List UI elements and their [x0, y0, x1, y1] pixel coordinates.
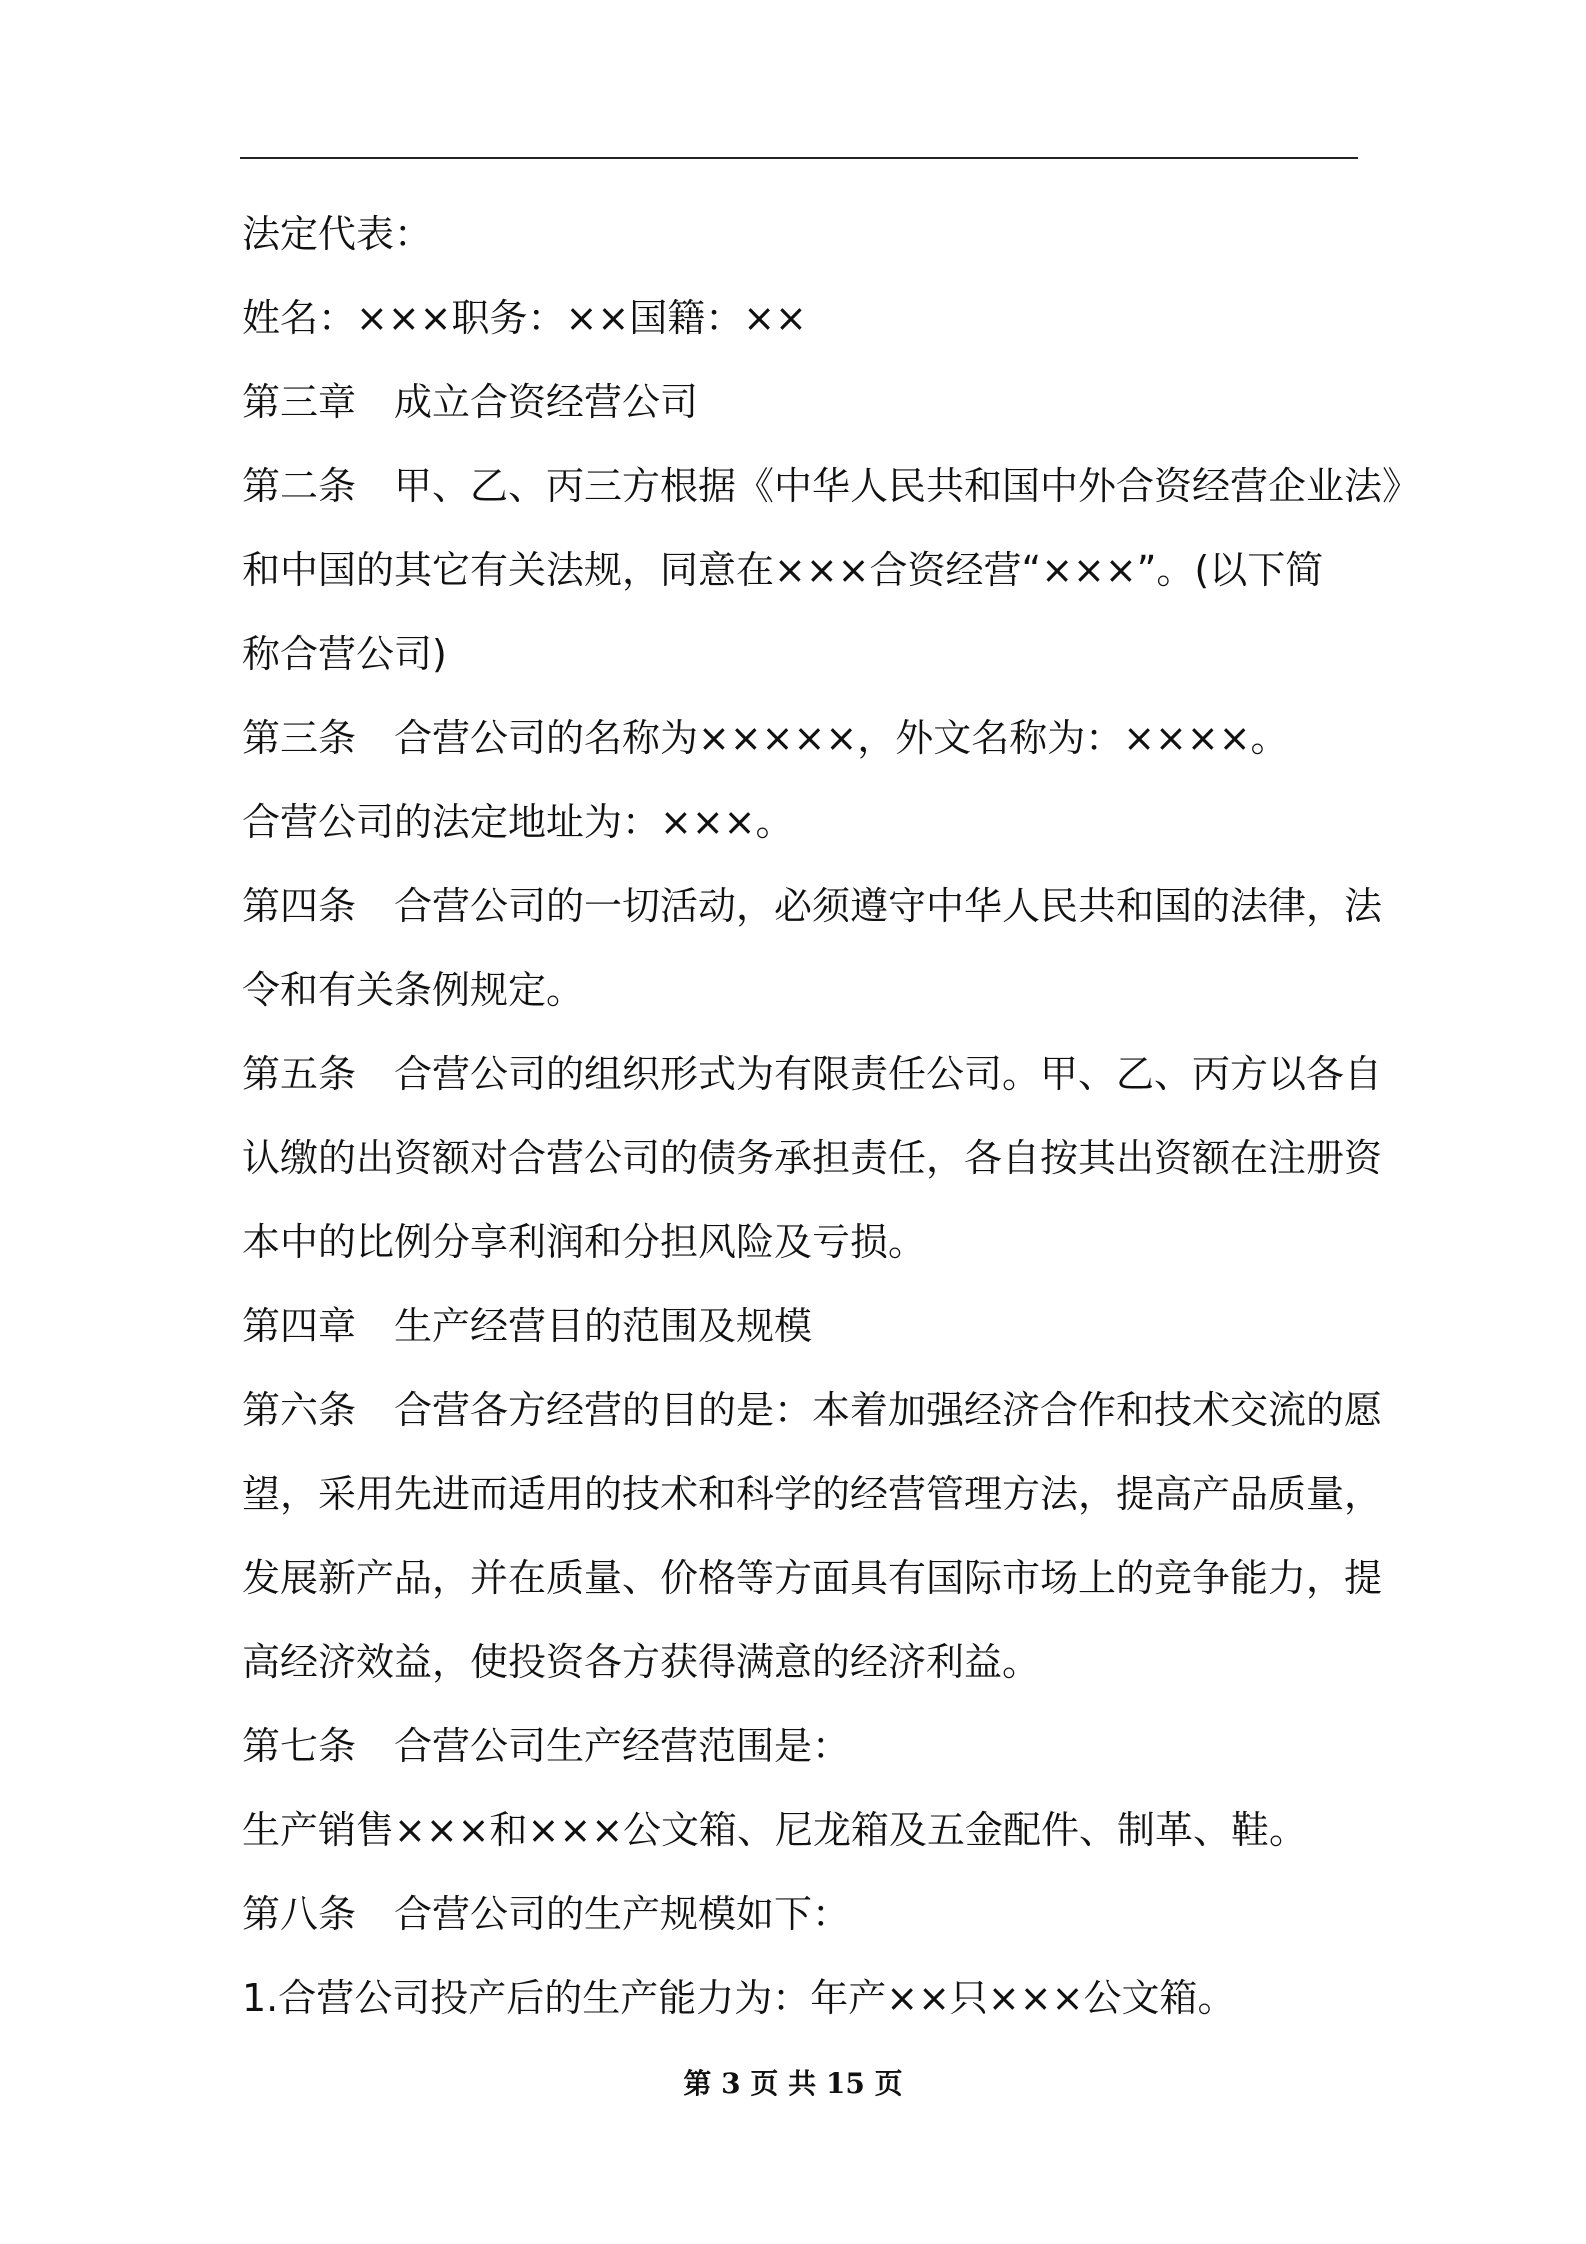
- text-line: 第七条 合营公司生产经营范围是：: [242, 1724, 851, 1768]
- header-rule: [240, 157, 1358, 159]
- chapter-heading: 第四章 生产经营目的范围及规模: [242, 1304, 813, 1348]
- text-line: 本中的比例分享利润和分担风险及亏损。: [242, 1220, 927, 1264]
- text-line: 第八条 合营公司的生产规模如下：: [242, 1892, 851, 1936]
- document-body: [242, 192, 1421, 2040]
- text-line: 第五条 合营公司的组织形式为有限责任公司。甲、乙、丙方以各自: [242, 1052, 1383, 1096]
- text-line: 称合营公司): [242, 632, 447, 676]
- text-line: 第二条 甲、乙、丙三方根据《中华人民共和国中外合资经营企业法》: [242, 464, 1421, 508]
- text-line: 高经济效益，使投资各方获得满意的经济利益。: [242, 1640, 1041, 1684]
- text-line: 第三条 合营公司的名称为×××××，外文名称为：××××。: [242, 716, 1289, 760]
- text-line: 1.合营公司投产后的生产能力为：年产××只×××公文箱。: [242, 1976, 1236, 2020]
- text-line: 姓名：×××职务：××国籍：××: [242, 296, 807, 340]
- text-line: 认缴的出资额对合营公司的债务承担责任，各自按其出资额在注册资: [242, 1136, 1383, 1180]
- text-line: 第四条 合营公司的一切活动，必须遵守中华人民共和国的法律，法: [242, 884, 1383, 928]
- text-line: 望，采用先进而适用的技术和科学的经营管理方法，提高产品质量，: [242, 1472, 1383, 1516]
- text-line: 生产销售×××和×××公文箱、尼龙箱及五金配件、制革、鞋。: [242, 1808, 1308, 1852]
- text-line: 合营公司的法定地址为：×××。: [242, 800, 794, 844]
- text-line: 发展新产品，并在质量、价格等方面具有国际市场上的竞争能力，提: [242, 1556, 1383, 1600]
- text-line: 和中国的其它有关法规，同意在×××合资经营“×××”。(以下简: [242, 548, 1324, 592]
- text-line: 第六条 合营各方经营的目的是：本着加强经济合作和技术交流的愿: [242, 1388, 1383, 1432]
- page-number-footer: 第 3 页 共 15 页: [683, 2067, 903, 2100]
- chapter-heading: 第三章 成立合资经营公司: [242, 380, 699, 424]
- text-line: 令和有关条例规定。: [242, 968, 585, 1012]
- text-line: 法定代表：: [242, 212, 433, 256]
